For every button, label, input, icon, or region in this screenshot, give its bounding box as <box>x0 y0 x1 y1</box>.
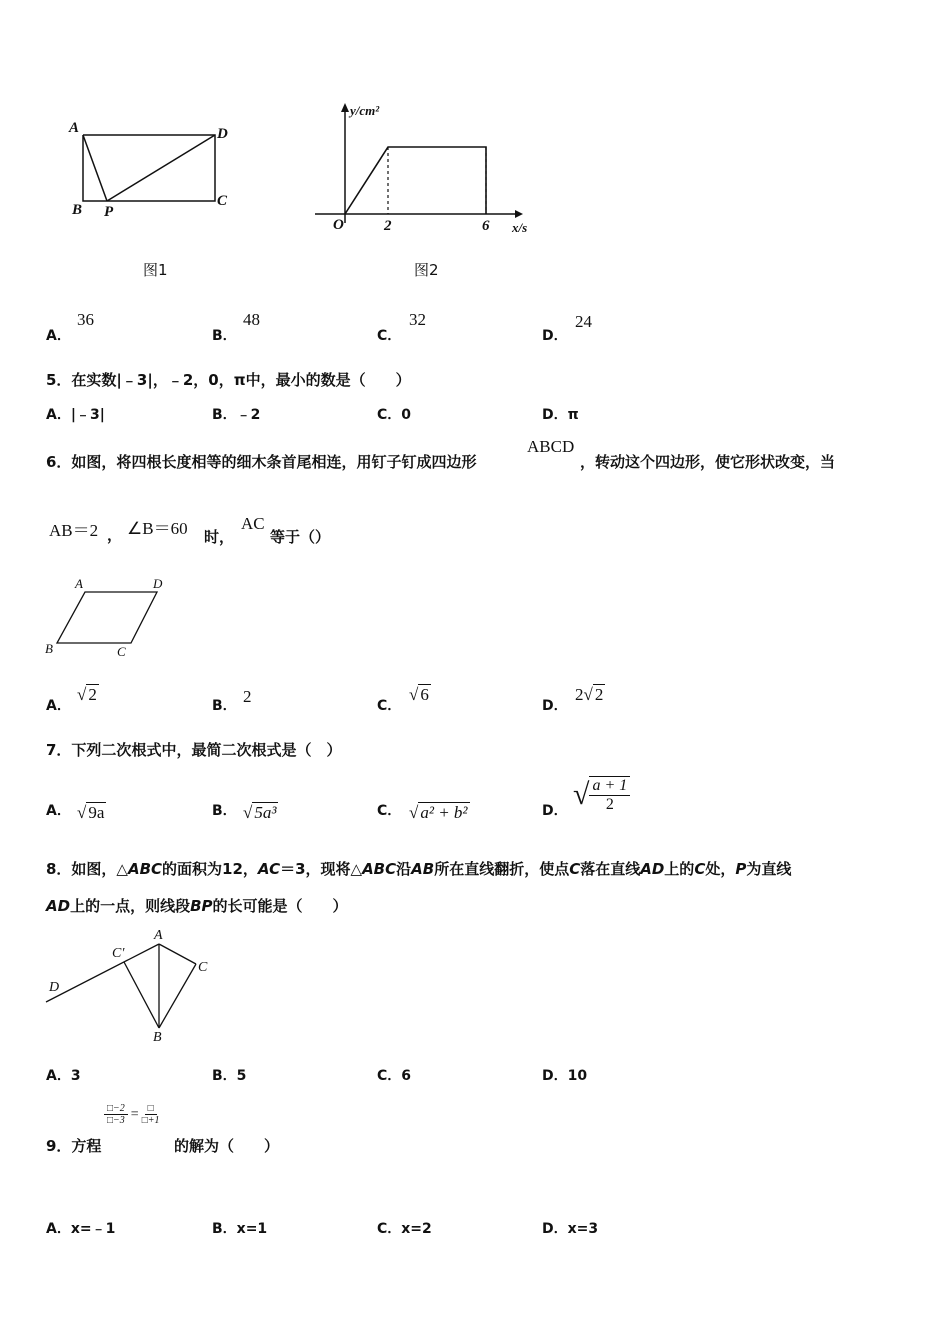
q9-option-b <box>212 1218 267 1238</box>
q7-option-d-letter: D． <box>542 803 568 819</box>
figure-1-diagram <box>60 118 240 228</box>
q7-option-a-value: √ 9a <box>77 803 105 822</box>
q9-left-denominator: □−3 <box>107 1115 125 1126</box>
q5-option-b <box>212 404 260 424</box>
question-9-label: 9．方程 <box>46 1137 102 1155</box>
q9-option-a-value: x=﹣1 <box>70 1221 116 1237</box>
q9-right-denominator: □+1 <box>141 1115 160 1126</box>
figure-2-graph <box>315 98 525 228</box>
q7-option-d-value: √ $\frac{a + 1}{2}$ <box>573 776 630 814</box>
q7-option-a-letter: A． <box>46 803 71 819</box>
q6-condition-ab: AB＝2 <box>49 521 99 540</box>
q7-option-b-letter: B． <box>212 803 237 819</box>
q5-option-d-letter: D． <box>542 407 568 423</box>
q8-option-a-value: 3 <box>70 1068 81 1084</box>
q8-t10: 落在直线 <box>580 860 641 878</box>
q8-s1: 上的一点，则线段 <box>70 897 191 915</box>
q8-t3: AC <box>257 860 281 878</box>
q9-option-c-letter: C． <box>377 1221 402 1237</box>
q6-option-d-radicand: 2 <box>594 685 604 704</box>
q8-t6: 沿 <box>396 860 412 878</box>
fig2-origin-label: O <box>333 217 344 233</box>
q8-t9: C <box>569 860 581 878</box>
q8-option-b <box>212 1065 246 1085</box>
q6-fig-label-a: A <box>75 576 83 591</box>
q8-fig-label-d: D <box>49 980 60 995</box>
q6-option-c-value: √ 6 <box>409 685 429 704</box>
q6-option-d-value: 2√ 2 <box>575 685 604 704</box>
q8-t14: 处， <box>705 860 736 878</box>
q8-t1: ABC <box>127 860 163 878</box>
q7-option-b-value: √ 5a³ <box>243 803 277 822</box>
q4-option-c-value: 32 <box>409 310 426 329</box>
q8-t13: C <box>694 860 706 878</box>
fig1-label-b: B <box>72 202 83 218</box>
q8-s3: 的长可能是（ ） <box>212 897 348 915</box>
q4-option-d-letter: D． <box>542 328 568 344</box>
q7-option-a-radicand: 9a <box>88 803 105 822</box>
q9-option-b-letter: B． <box>212 1221 237 1237</box>
question-7-text: 7．下列二次根式中，最简二次根式是（ ） <box>46 741 342 759</box>
q6-fig-label-c: C <box>117 644 126 659</box>
q5-option-c-value: 0 <box>401 407 412 423</box>
q7-option-c-letter: C． <box>377 803 402 819</box>
fig2-tick-2: 2 <box>384 218 392 234</box>
q6-comma: ， <box>107 526 123 544</box>
question-5-text: 5．在实数|﹣3|，﹣2，0，π中，最小的数是（ ） <box>46 371 411 389</box>
q8-s2: BP <box>190 897 213 915</box>
q5-option-a-value: |﹣3| <box>70 407 105 423</box>
q9-option-b-value: x=1 <box>236 1221 268 1237</box>
q4-option-d-value: 24 <box>575 312 592 331</box>
q7-option-d-numerator: a + 1 <box>589 777 630 796</box>
q9-equals-sign: = <box>130 1106 139 1122</box>
q8-option-b-value: 5 <box>236 1068 247 1084</box>
figure-2-caption: 图2 <box>414 261 439 279</box>
q9-option-d <box>542 1218 598 1238</box>
q6-option-b-letter: B． <box>212 698 237 714</box>
q6-option-d-letter: D． <box>542 698 568 714</box>
question-6-text-before: 6．如图，将四根长度相等的细木条首尾相连，用钉子钉成四边形 <box>46 453 477 471</box>
q8-t4: ＝3，现将△ <box>280 860 363 878</box>
q8-t0: 8．如图，△ <box>46 860 128 878</box>
q8-fig-label-c: C <box>198 960 208 975</box>
question-8-line-1 <box>46 858 791 879</box>
q6-option-a-radicand: 2 <box>88 685 97 704</box>
q9-option-c-value: x=2 <box>401 1221 432 1237</box>
q4-option-a-letter: A． <box>46 328 71 344</box>
q6-fig-label-b: B <box>45 641 53 656</box>
q9-option-d-letter: D． <box>542 1221 568 1237</box>
q8-t2: 的面积为12， <box>162 860 258 878</box>
q8-option-c-letter: C． <box>377 1068 402 1084</box>
q6-fig-label-d: D <box>153 576 163 591</box>
q8-option-a-letter: A． <box>46 1068 71 1084</box>
q8-option-d-value: 10 <box>567 1068 588 1084</box>
q6-option-c-letter: C． <box>377 698 402 714</box>
q5-option-d-value: π <box>567 407 579 423</box>
q8-option-a <box>46 1065 81 1085</box>
q9-equation <box>104 1103 160 1126</box>
q6-option-a-letter: A． <box>46 698 71 714</box>
q7-option-b-radicand: 5a³ <box>254 803 277 822</box>
q8-t11: AD <box>640 860 665 878</box>
q6-option-b-value: 2 <box>243 687 252 706</box>
fig1-label-a: A <box>69 120 80 136</box>
q9-option-c <box>377 1218 432 1238</box>
q8-fig-label-c-prime: C′ <box>112 946 125 961</box>
fig2-y-axis-label: y/cm² <box>350 103 380 118</box>
q5-option-a <box>46 404 105 424</box>
q5-option-c <box>377 404 411 424</box>
q9-option-a-letter: A． <box>46 1221 71 1237</box>
fig1-label-d: D <box>217 126 228 142</box>
question-6-text-after: ，转动这个四边形，使它形状改变，当 <box>580 453 836 471</box>
q7-option-c-value: √ a² + b² <box>409 803 468 822</box>
fig2-tick-6: 6 <box>482 218 490 234</box>
fig2-x-axis-label: x/s <box>512 220 528 235</box>
q8-option-c-value: 6 <box>401 1068 412 1084</box>
q7-option-d-denominator: 2 <box>605 796 614 813</box>
q8-fig-label-b: B <box>153 1030 162 1045</box>
q8-t12: 上的 <box>664 860 695 878</box>
q6-ac: AC <box>241 514 265 533</box>
q8-t8: 所在直线翻折，使点 <box>434 860 570 878</box>
q8-option-d <box>542 1065 587 1085</box>
q9-left-numerator: □−2 <box>104 1103 128 1115</box>
q4-option-c-letter: C． <box>377 328 402 344</box>
question-8-line-2 <box>46 895 348 916</box>
q7-option-c-radicand: a² + b² <box>420 803 468 822</box>
q6-time-text: 时， <box>204 528 235 546</box>
q8-option-b-letter: B． <box>212 1068 237 1084</box>
q5-option-d <box>542 404 579 424</box>
question-9-text-after: 的解为（ ） <box>174 1137 280 1155</box>
q4-option-a-value: 36 <box>77 310 94 329</box>
q8-fig-label-a: A <box>154 928 163 943</box>
q5-option-a-letter: A． <box>46 407 71 423</box>
q4-option-b-letter: B． <box>212 328 237 344</box>
q8-t5: ABC <box>362 860 397 878</box>
q6-abcd: ABCD <box>527 437 575 456</box>
q8-t16: 为直线 <box>746 860 792 878</box>
q8-option-c <box>377 1065 411 1085</box>
q9-option-a <box>46 1218 115 1238</box>
q5-option-c-letter: C． <box>377 407 402 423</box>
q4-option-b-value: 48 <box>243 310 260 329</box>
q9-option-d-value: x=3 <box>567 1221 599 1237</box>
q5-option-b-letter: B． <box>212 407 237 423</box>
q8-option-d-letter: D． <box>542 1068 568 1084</box>
q5-option-b-value: ﹣2 <box>236 407 261 423</box>
q6-option-d-coef: 2 <box>575 685 584 704</box>
q6-option-a-value: √ 2 <box>77 685 97 704</box>
q8-t7: AB <box>411 860 435 878</box>
fig1-label-p: P <box>104 204 114 220</box>
q8-s0: AD <box>46 897 71 915</box>
q6-condition-angle-b: ∠B＝60 <box>127 519 188 538</box>
q8-fold-diagram <box>44 936 224 1036</box>
q6-equals-text: 等于（） <box>270 528 331 546</box>
q6-option-c-radicand: 6 <box>420 685 429 704</box>
figure-1-caption: 图1 <box>143 261 168 279</box>
q9-right-numerator: □ <box>145 1103 157 1115</box>
fig1-label-c: C <box>217 193 228 209</box>
q8-t15: P <box>735 860 747 878</box>
